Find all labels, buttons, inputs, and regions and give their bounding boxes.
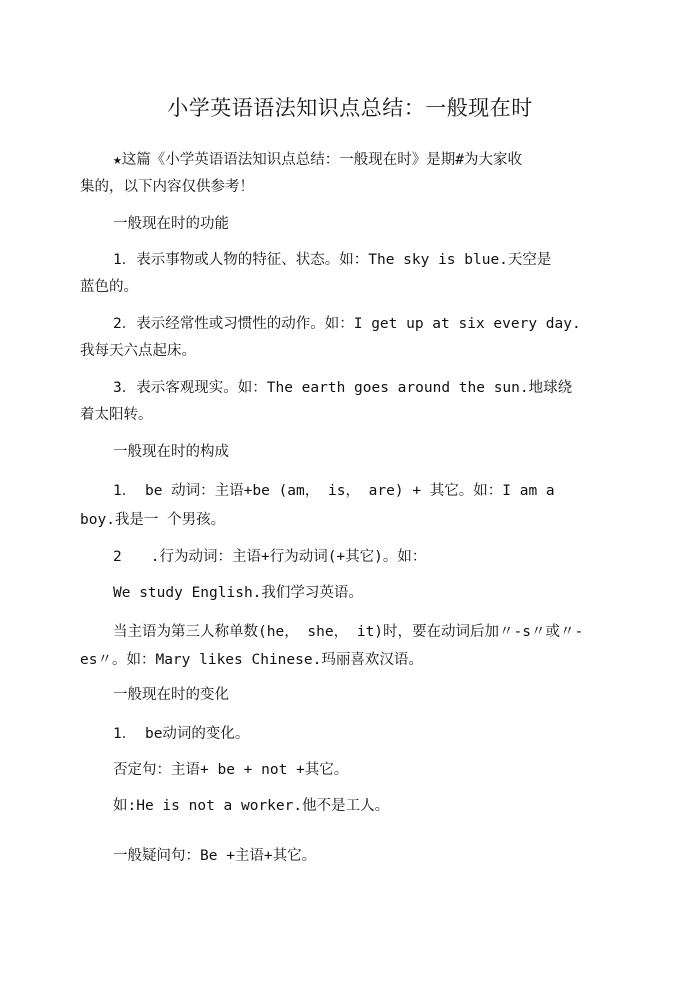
changes-item-1: 1． be动词的变化。 xyxy=(113,726,250,742)
structure-item-2-line-1: 2 .行为动词：主语+行为动词(+其它)。如： xyxy=(113,549,427,565)
structure-note-line-2: es〃。如：Mary likes Chinese.玛丽喜欢汉语。 xyxy=(80,652,423,668)
section-heading-function: 一般现在时的功能 xyxy=(113,216,229,232)
function-item-2-line-1: 2．表示经常性或习惯性的动作。如：I get up at six every day. xyxy=(113,316,581,332)
intro-line-2: 集的，以下内容仅供参考！ xyxy=(80,179,254,195)
section-heading-structure: 一般现在时的构成 xyxy=(113,444,229,460)
document-title: 小学英语语法知识点总结：一般现在时 xyxy=(167,96,533,120)
function-item-1-line-1: 1．表示事物或人物的特征、状态。如：The sky is blue.天空是 xyxy=(113,252,552,268)
structure-item-1-line-2: boy.我是一 个男孩。 xyxy=(80,512,226,528)
question-form: 一般疑问句：Be +主语+其它。 xyxy=(113,848,317,864)
structure-note-line-1: 当主语为第三人称单数(he， she， it)时，要在动词后加〃-s〃或〃- xyxy=(113,624,584,640)
function-item-3-line-2: 着太阳转。 xyxy=(80,407,153,423)
intro-line-1: ★这篇《小学英语语法知识点总结：一般现在时》是期#为大家收 xyxy=(113,152,522,168)
structure-item-2-line-2: We study English.我们学习英语。 xyxy=(113,585,363,601)
function-item-2-line-2: 我每天六点起床。 xyxy=(80,343,196,359)
function-item-3-line-1: 3．表示客观现实。如：The earth goes around the sun.地球绕 xyxy=(113,380,573,396)
section-heading-changes: 一般现在时的变化 xyxy=(113,687,229,703)
structure-item-1-line-1: 1． be 动词：主语+be (am， is， are) + 其它。如：I am a xyxy=(113,483,555,499)
negative-example: 如:He is not a worker.他不是工人。 xyxy=(113,798,390,814)
negative-form: 否定句：主语+ be + not +其它。 xyxy=(113,762,349,778)
function-item-1-line-2: 蓝色的。 xyxy=(80,279,138,295)
